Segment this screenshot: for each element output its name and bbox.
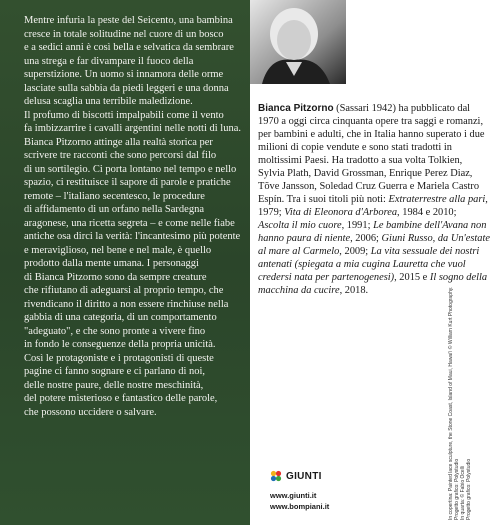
synopsis-blurb [24, 14, 246, 419]
author-name: Bianca Pitzorno [258, 103, 334, 114]
blurb-line: fa imbizzarrire i cavalli argentini nelle notti di luna. [24, 123, 242, 134]
blurb-line: che possono uccidere o salvare. [24, 406, 157, 418]
bio-text: , 2015 e [394, 272, 430, 283]
book-title: Giuni Russo, da Un'estate al mare al Carmelo [258, 233, 490, 257]
bio-text: , 1991; [341, 220, 374, 231]
blurb-line: Il profumo di biscotti impalpabili come il vento [24, 109, 224, 121]
blurb-line: antiche osa dirci la verità: l'incantesimo più potente [24, 231, 241, 242]
blurb-line: Così le protagoniste e i protagonisti di queste [24, 352, 214, 364]
book-title: Vita di Eleonora d'Arborea [284, 207, 398, 218]
blurb-line: e meraviglioso, nel bene e nel male, è quello [24, 244, 212, 256]
blurb-line: pagine ci fanno sognare e ci parlano di noi, [24, 366, 206, 377]
credit-line: In quarta: © Fabio Ocelli [460, 466, 466, 520]
bio-text: , 2009; [339, 246, 371, 257]
publisher-name: GIUNTI [286, 470, 322, 482]
image-credits [448, 286, 486, 520]
blurb-line: scrivere tre racconti che sono percorsi dal filo [24, 150, 217, 161]
publisher-logo [270, 470, 322, 482]
bio-text: (Sassari 1942) ha pubblicato dal 1970 a oggi circa cinquanta opere tra saggi e romanzi, per bambini e adulti, che in Italia hanno superato i due milioni di copie vendute e sono stati tradotti in moltissimi Paesi. Ha tradotto a sua volta Tolkien, Sylvia Plath, David Grossman, Enrique Perez Diaz, Tõve Jansson, Soledad Cruz Guerra e Mariela Castro Espín. Tra i suoi titoli più noti: [258, 103, 485, 205]
blurb-line: delle nostre paure, delle nostre meschinità, [24, 379, 204, 391]
blurb-line: aragonese, una ricetta segreta – e come nelle fiabe [24, 217, 235, 229]
blurb-line: remote – l'italiano secentesco, le procedure [24, 190, 205, 202]
book-title: Il sogno della macchina da cucire [258, 272, 488, 296]
author-photo [250, 0, 346, 84]
book-title: Ascolta il mio cuore [258, 220, 342, 231]
blurb-line: e a sedici anni è così bella e selvatica da sembrare [24, 42, 234, 53]
blurb-line: che rifiutano di adeguarsi al proprio tempo, che [24, 285, 224, 296]
author-biography [258, 102, 490, 297]
book-title: La vita sessuale dei nostri antenati (spiegata a mia cugina Lauretta che vuol credersi nata per partenogenesi) [258, 246, 480, 283]
bio-text: , 2006; [350, 233, 382, 244]
blurb-line: di Bianca Pitzorno sono da sempre creature [24, 271, 207, 283]
blurb-line: lasciate sulla sabbia da piedi leggeri e una donna [24, 82, 229, 94]
blurb-line: di un sortilegio. Ci porta lontano nel tempo e nello [24, 163, 237, 175]
url-giunti: www.giunti.it [270, 491, 317, 500]
blurb-line: rivendicano il diritto a non essere rinchiuse nella [24, 298, 229, 310]
credit-line: In copertina: Painted lace sculpture, the Stone Coast, Island of Maui, Hawai'i © William Kurt Photography. [448, 286, 454, 520]
blurb-line: Bianca Pitzorno attinge alla realtà storica per [24, 136, 213, 148]
credit-line: Progetto grafico: Polystudio [454, 458, 460, 520]
blurb-line: superstizione. Un uomo si innamora delle orme [24, 69, 224, 80]
bio-text: , 2018. [339, 285, 369, 296]
blurb-line: Mentre infuria la peste del Seicento, una bambina [24, 15, 233, 26]
author-bio-text [258, 103, 490, 296]
blurb-line: gabbia di una categoria, di un comportamento [24, 312, 217, 323]
blurb-line: "adeguato", e che sono pronte a vivere fino [24, 325, 206, 337]
blurb-line: del potere misterioso e fantastico delle parole, [24, 393, 218, 404]
book-title: Extraterrestre alla pari [388, 194, 486, 205]
bio-text: , 1979; [258, 194, 488, 218]
credit-line: Progetto grafico: Polystudio [466, 458, 472, 520]
giunti-logo-icon [270, 470, 282, 482]
blurb-line: prodotto dalla mente umana. I personaggi [24, 258, 199, 269]
blurb-line: cresce in totale solitudine nel cuore di un bosco [24, 28, 224, 40]
url-bompiani: www.bompiani.it [270, 502, 330, 511]
bio-text: , 1984 e 2010; [397, 207, 457, 218]
publisher-urls [270, 490, 329, 512]
blurb-line: delusa scaglia una terribile maledizione. [24, 96, 193, 107]
blurb-line: una strega e far divampare il fuoco della [24, 55, 194, 67]
blurb-line: spazio, ci restituisce il sapore di parole e pratiche [24, 177, 231, 188]
blurb-line: in fondo le conseguenze della propria unicità. [24, 339, 216, 350]
book-title: Le bambine dell'Avana non hanno paura di niente [258, 220, 487, 244]
blurb-line: di affidamento di un orfano nella Sardegna [24, 204, 204, 215]
